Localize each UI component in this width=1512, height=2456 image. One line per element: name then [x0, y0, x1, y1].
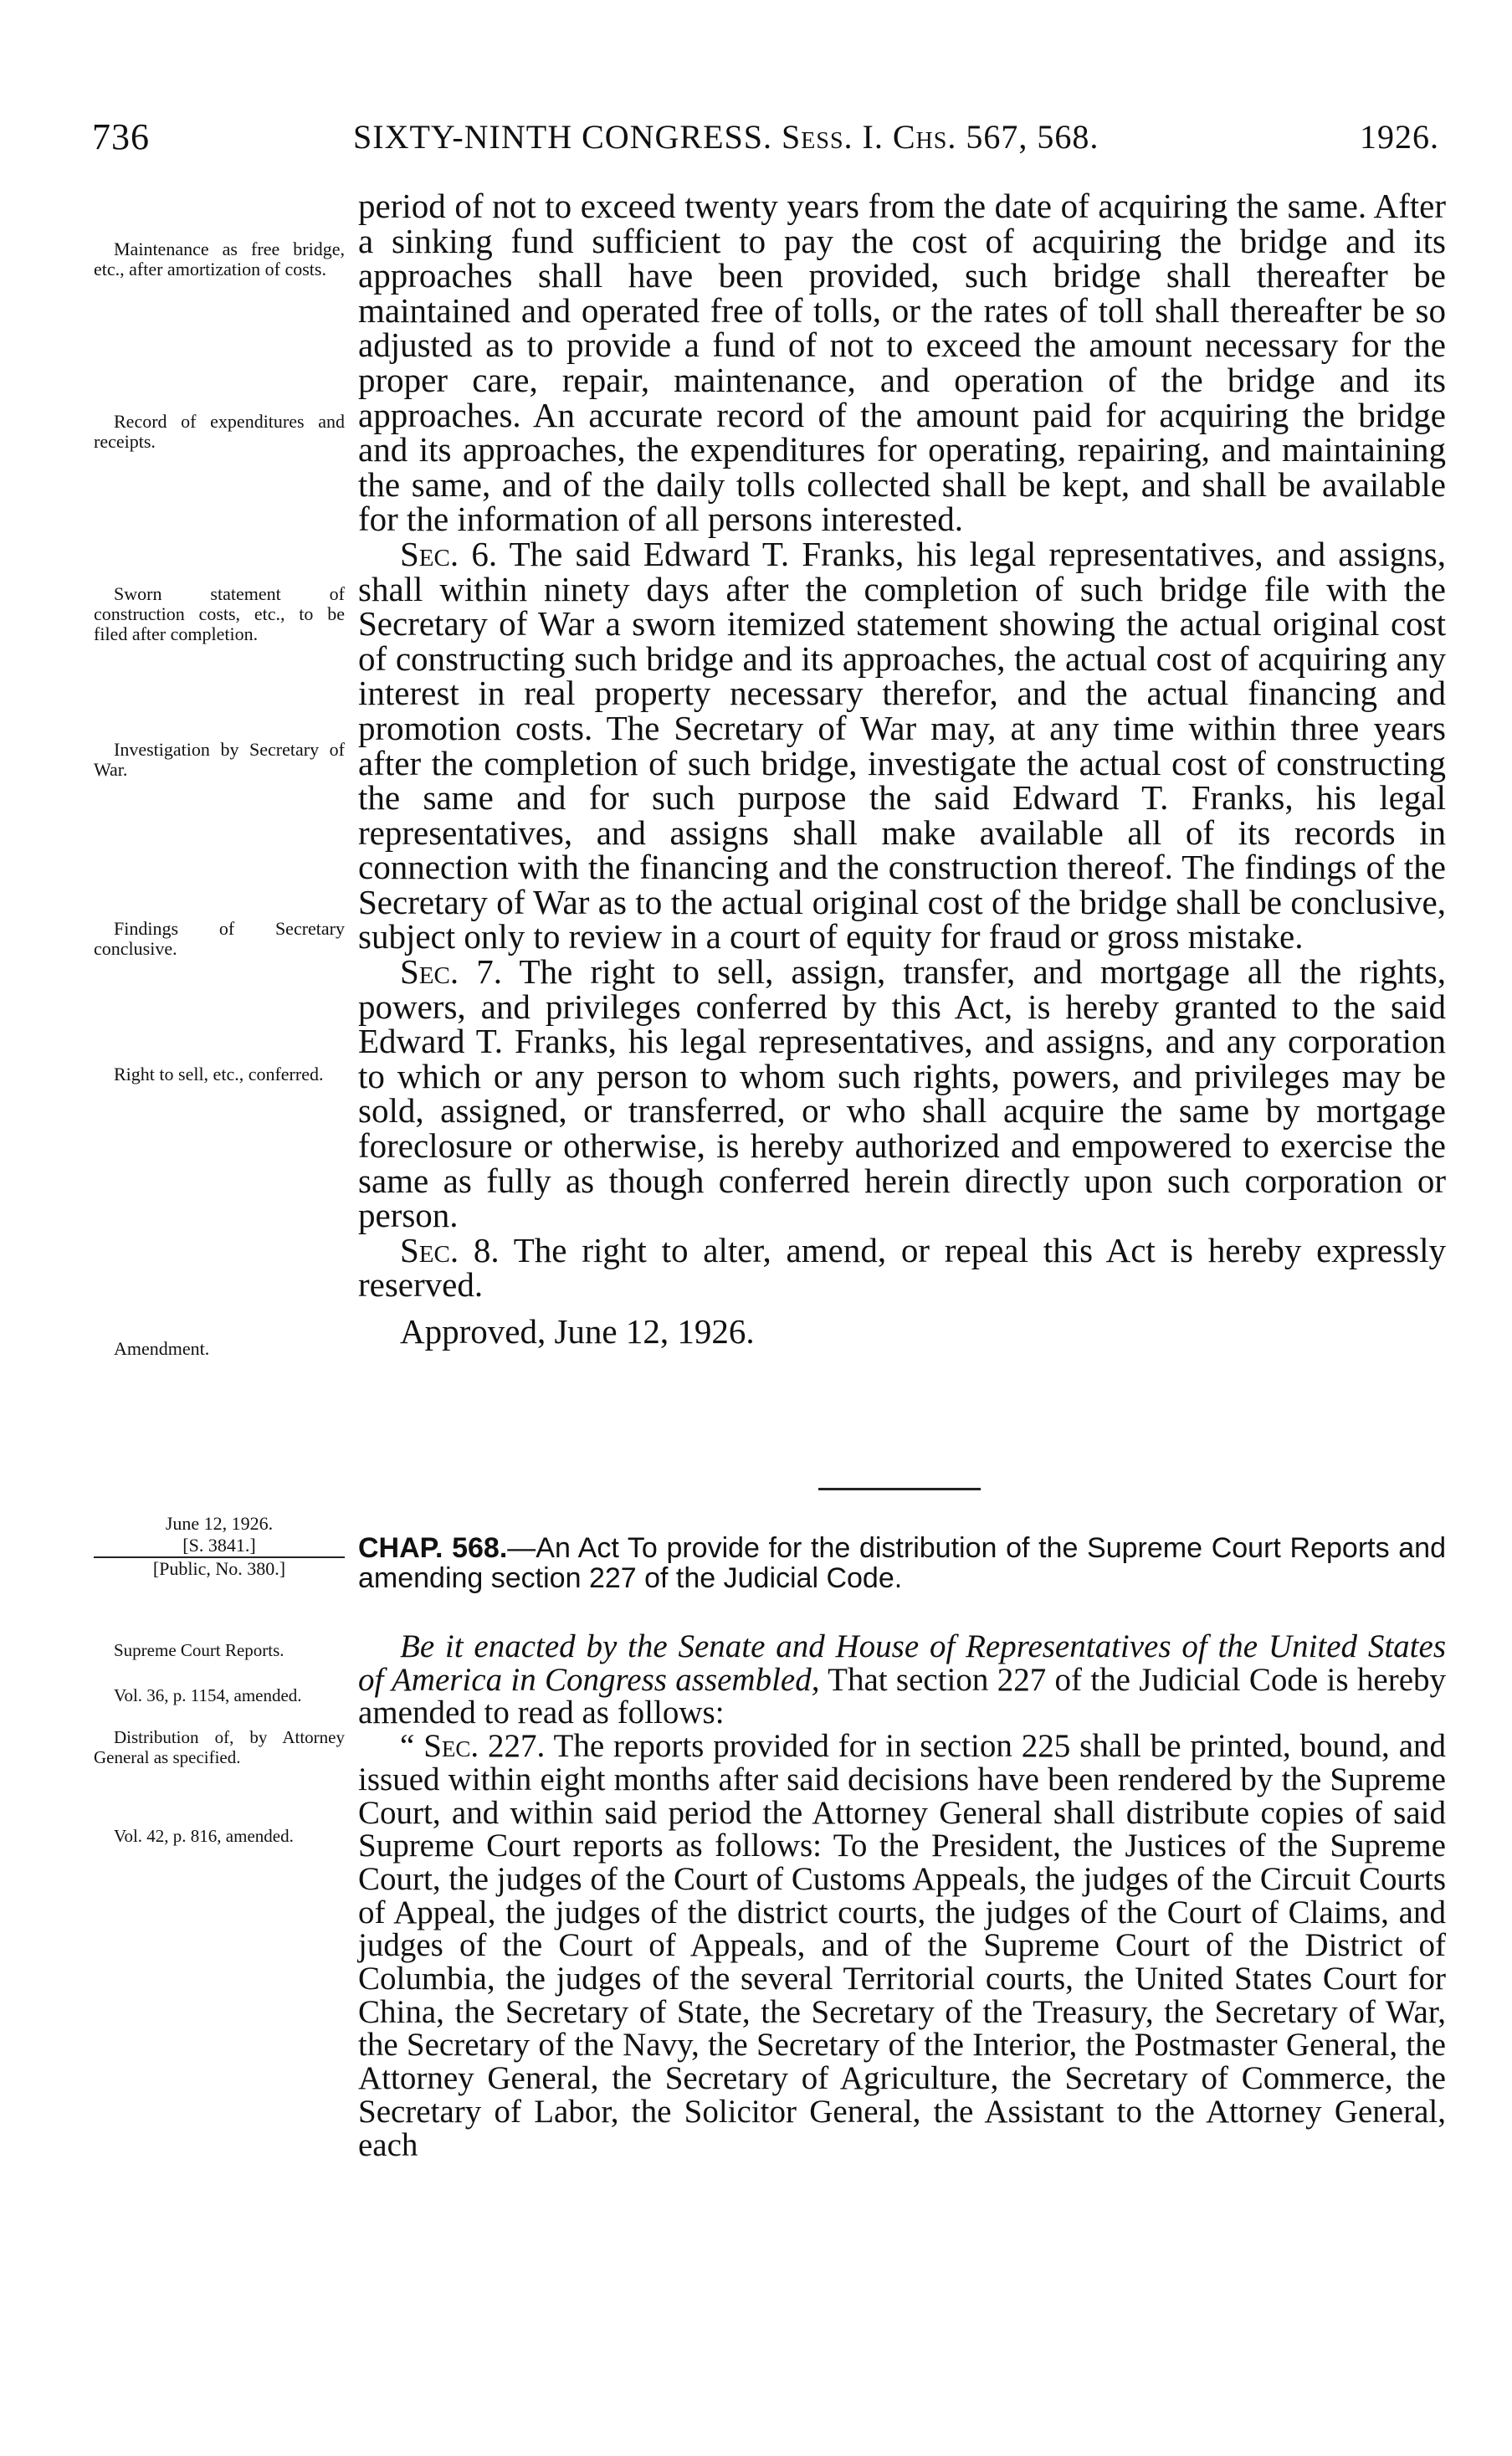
paragraph-sec6: [358, 534, 1447, 956]
sec8-text: The right to alter, amend, or repeal this Act is hereby expressly reserved.: [358, 1230, 1446, 1305]
section-divider: [818, 1488, 981, 1490]
chapter-label: CHAP. 568.: [358, 1532, 508, 1564]
margin-note-distribution: Distribution of, by Attorney General as specified.: [94, 1727, 345, 1767]
senate-bill-number: [S. 3841.]: [182, 1535, 256, 1556]
paragraph-sec8: [358, 1230, 1446, 1305]
header-chapters: Chs. 567, 568.: [892, 118, 1099, 156]
act-568-text: [358, 1630, 1446, 2161]
sec8-label: Sec. 8.: [400, 1230, 500, 1269]
sec7-label: Sec. 7.: [400, 952, 503, 992]
section-227: [358, 1730, 1446, 2161]
margin-note-sworn-statement: Sworn statement of construction costs, etc., to be filed after completion.: [94, 583, 345, 644]
margin-note-maintenance: Maintenance as free bridge, etc., after amortization of costs.: [94, 238, 345, 279]
sec6-label: Sec. 6.: [400, 534, 498, 573]
public-law-number: [Public, No. 380.]: [94, 1556, 345, 1580]
paragraph-sec7: [358, 952, 1446, 1235]
approval-date: June 12, 1926.: [165, 1513, 274, 1534]
margin-note-findings: Findings of Secretary conclusive.: [94, 918, 345, 959]
header-year: 1926.: [1360, 118, 1439, 156]
header-title: [353, 117, 1099, 156]
sec7-text: The right to sell, assign, transfer, and mortgage all the rights, powers, and privileges conferred by this Act, is hereby granted to the said Edward T. Franks, his legal representatives, and assigns, and any corporation to which or any person to whom such rights, powers, and privileges may be sold, assigned, or transferred, or who shall acquire the same by mortgage foreclosure or otherwise, is hereby authorized and empowered to exercise the same as fully as though conferred herein directly upon such corporation or person.: [358, 952, 1446, 1235]
page-header: [92, 115, 1439, 166]
chapter-568-date-block: [94, 1513, 345, 1580]
enacting-clause-italic: Be it enacted by the Senate and House of Representatives of the United States of America in Congress assembled,: [358, 1628, 1446, 1698]
sec227-label: “ Sec. 227.: [400, 1728, 546, 1765]
margin-note-supreme-court-reports: Supreme Court Reports.: [114, 1640, 284, 1660]
enacting-clause: [358, 1630, 1446, 1730]
act-567-text: [358, 189, 1446, 1350]
paragraph-sec5-continued: period of not to exceed twenty years from the date of acquiring the same. After a sinking fund sufficient to pay the cost of acquiring the bridge and its approaches shall have been provided, such bridge shall thereafter be maintained and operated free of tolls, or the rates of toll shall thereafter be so adjusted as to provide a fund of not to exceed the amount necessary for the proper care, repair, maintenance, and operation of the bridge and its approaches. An accurate record of the amount paid for acquiring the bridge and its approaches, the expenditures for operating, repairing, and maintaining the same, and of the daily tolls collected shall be kept, and shall be available for the information of all persons interested.: [358, 187, 1446, 539]
header-congress: SIXTY-NINTH CONGRESS.: [353, 118, 773, 156]
enacting-clause-rest: That section 227 of the Judicial Code is hereby amended to read as follows:: [358, 1661, 1446, 1731]
header-session: Sess. I.: [782, 118, 884, 156]
margin-note-investigation: Investigation by Secretary of War.: [94, 739, 345, 780]
margin-note-amendment: Amendment.: [114, 1338, 210, 1359]
margin-note-vol36: Vol. 36, p. 1154, amended.: [114, 1685, 302, 1705]
page-number: 736: [92, 116, 150, 157]
sec227-text: The reports provided for in section 225 shall be printed, bound, and issued within eight months after said decisions have been rendered by the Supreme Court, and within said period the Attorney General shall distribute copies of said Supreme Court reports as follows: To the President, the Justices of the Supreme Court, the judges of the Court of Customs Appeals, the judges of the Circuit Courts of Appeal, the judges of the district courts, the judges of the Court of Claims, and judges of the Court of Appeals, and of the Supreme Court of the District of Columbia, the judges of the several Territorial courts, the United States Court for China, the Secretary of State, the Secretary of the Treasury, the Secretary of War, the Secretary of the Navy, the Secretary of the Interior, the Postmaster General, the Attorney General, the Secretary of Agriculture, the Secretary of Commerce, the Secretary of Labor, the Solicitor General, the Assistant to the Attorney General, each: [358, 1728, 1446, 2163]
chapter-568-heading: [358, 1533, 1446, 1593]
approved-line: Approved, June 12, 1926.: [400, 1312, 755, 1351]
chapter-title: —An Act To provide for the distribution of the Supreme Court Reports and amending section 227 of the Judicial Code.: [358, 1532, 1446, 1594]
margin-note-vol42: Vol. 42, p. 816, amended.: [114, 1826, 294, 1846]
margin-note-record: Record of expenditures and receipts.: [94, 411, 345, 452]
sec6-text: The said Edward T. Franks, his legal representatives, and assigns, shall within ninety days after the completion of such bridge file with the Secretary of War a sworn itemized statement showing the actual original cost of constructing such bridge and its approaches, the actual cost of acquiring any interest in real property necessary therefor, and the actual financing and promotion costs. The Secretary of War may, at any time within three years after the completion of such bridge, investigate the actual cost of constructing the same and for such purpose the said Edward T. Franks, his legal representatives, and assigns shall make available all of its records in connection with the financing and the construction thereof. The findings of the Secretary of War as to the actual original cost of the bridge shall be conclusive, subject only to review in a court of equity for fraud or gross mistake.: [358, 534, 1447, 956]
margin-note-right-to-sell: Right to sell, etc., conferred.: [114, 1064, 324, 1084]
